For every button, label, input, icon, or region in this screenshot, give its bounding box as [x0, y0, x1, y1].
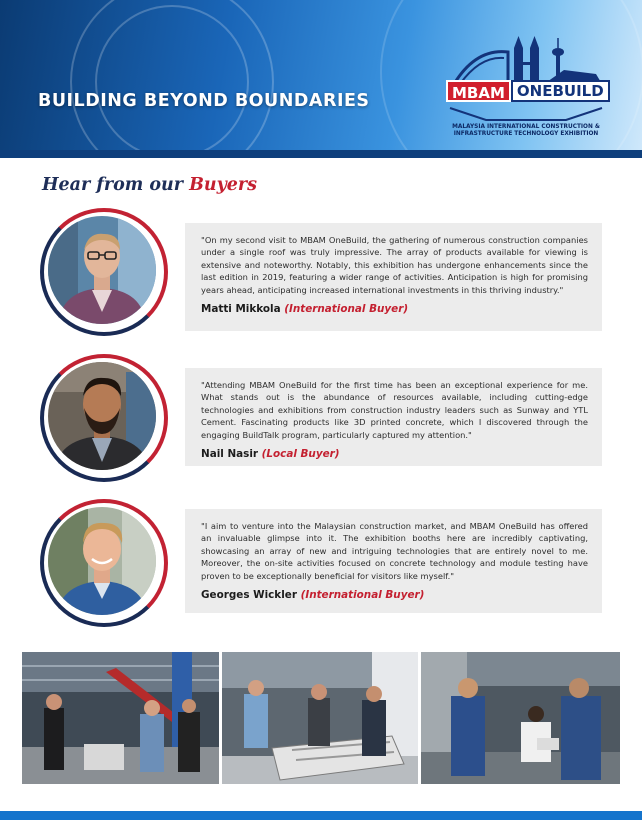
- testimonial-quote-2: "Attending MBAM OneBuild for the first time has been an exceptional experience for me. What stands out is the abundance of resources available, including cutting-edge technologies and exhibitions from construction industry leaders such as Sunway and YTL Cement. Fascinating products like 3D printed concrete, which I discovered through the engaging BuildTalk program, particularly captured my attention.": [201, 380, 588, 440]
- buyer-name-1: Matti Mikkola: [201, 303, 281, 316]
- buyer-role-2: (Local Buyer): [261, 448, 340, 461]
- buyer-avatar-2: [40, 354, 164, 478]
- logo-subtitle-line-2: INFRASTRUCTURE TECHNOLOGY EXHIBITION: [453, 131, 599, 137]
- buyer-role-1: (International Buyer): [284, 303, 409, 316]
- logo-word-2: ONEBUILD: [511, 80, 610, 102]
- event-photo-3: [421, 652, 620, 784]
- testimonial-card-2: [185, 368, 602, 466]
- logo-subtitle-line-1: MALAYSIA INTERNATIONAL CONSTRUCTION &: [452, 124, 600, 130]
- testimonial-author-2: [201, 448, 588, 460]
- heading-part-1: Hear from our: [42, 175, 183, 195]
- logo-subtitle: [450, 124, 602, 138]
- footer-stripe: [0, 811, 642, 820]
- buyer-role-3: (International Buyer): [300, 589, 425, 602]
- event-photo-2: [222, 652, 418, 784]
- buyer-avatar-1: [40, 208, 164, 332]
- event-photo-strip: [22, 652, 620, 784]
- section-heading: [42, 175, 257, 195]
- logo-wordmark: [446, 80, 602, 102]
- testimonial-quote-3: "I aim to venture into the Malaysian construction market, and MBAM OneBuild has offered an invaluable glimpse into it. The exhibition booths here are incredibly captivating, showcasing an array of new and intriguing technologies that are entirely novel to me. Moreover, the on-site activities focused on concrete technology and module testing have proven to be exceptionally beneficial for visitors like myself.": [201, 521, 588, 581]
- mbam-onebuild-logo: [446, 34, 606, 142]
- buyer-photo-1: [48, 216, 156, 324]
- buyer-photo-2: [48, 362, 156, 470]
- testimonial-author-3: [201, 589, 588, 601]
- testimonial-card-1: [185, 223, 602, 331]
- testimonial-quote-1: "On my second visit to MBAM OneBuild, the gathering of numerous construction companies under a single roof was truly impressive. The array of products available for viewing is extensive and noteworthy. Notably, this exhibition has undergone enhancements since the last edition in 2019, featuring a wider range of activities. Anticipation is high for promising years ahead, anticipating increased international investments in this thriving industry.": [201, 235, 588, 295]
- banner-title: BUILDING BEYOND BOUNDARIES: [38, 91, 370, 111]
- heading-part-2: Buyers: [189, 175, 257, 195]
- buyer-name-3: Georges Wickler: [201, 589, 297, 602]
- header-stripe: [0, 150, 642, 158]
- header-banner: [0, 0, 642, 150]
- buyer-name-2: Nail Nasir: [201, 448, 259, 461]
- buyer-avatar-3: [40, 499, 164, 623]
- testimonial-author-1: [201, 303, 588, 315]
- buyer-photo-3: [48, 507, 156, 615]
- event-photo-1: [22, 652, 219, 784]
- logo-word-1: MBAM: [446, 80, 511, 102]
- testimonial-card-3: [185, 509, 602, 613]
